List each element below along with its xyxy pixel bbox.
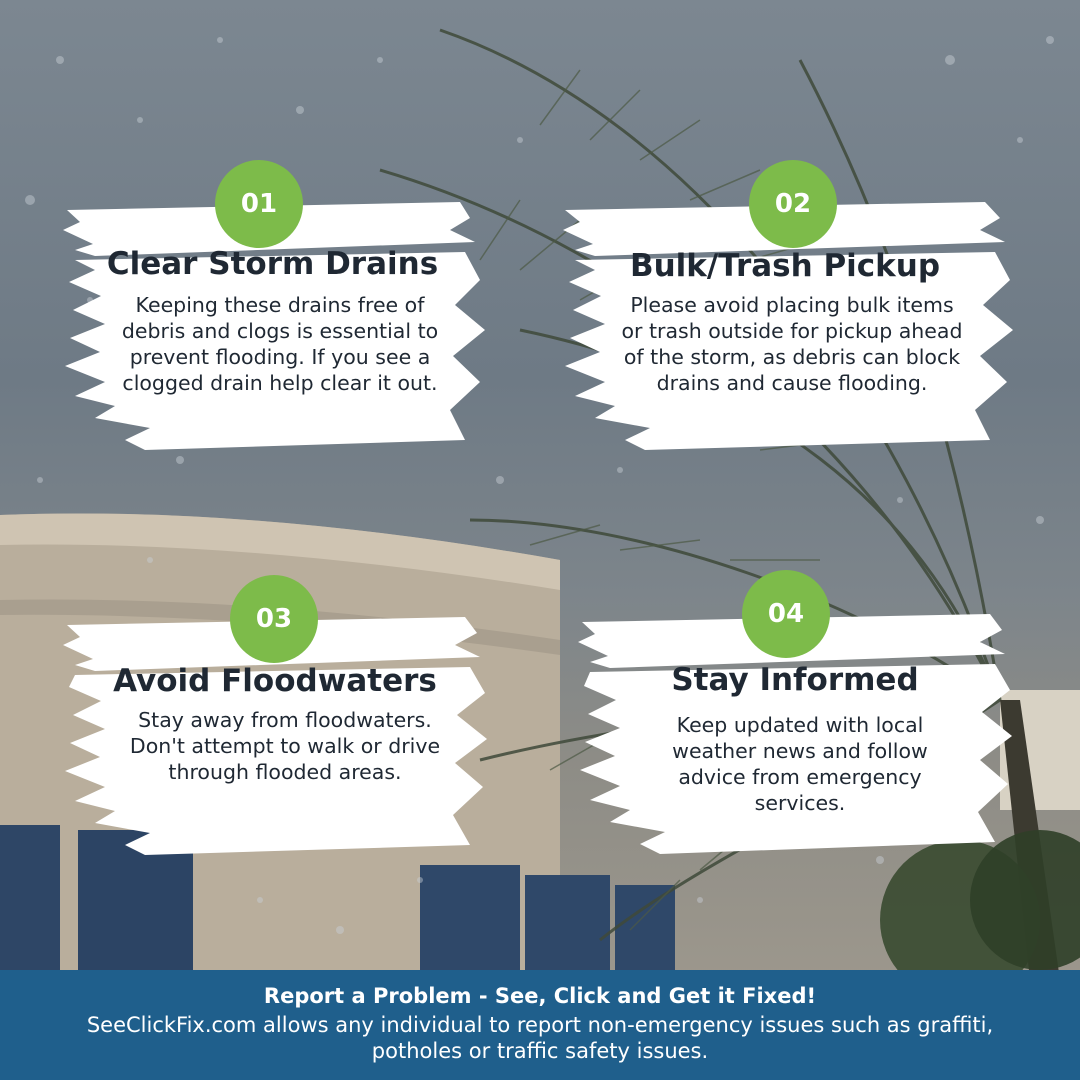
tip-card-2 (555, 160, 1015, 460)
tip-title: Clear Storm Drains (106, 246, 439, 282)
window-pane (525, 875, 610, 980)
tip-card-4 (570, 570, 1020, 865)
tip-title: Bulk/Trash Pickup (629, 248, 941, 284)
tip-title: Avoid Floodwaters (113, 663, 437, 699)
tip-number-badge: 04 (742, 570, 830, 658)
tip-body: Keep updated with local weather news and follow advice from emergency services. (672, 713, 928, 815)
window-pane (420, 865, 520, 980)
tip-body: Keeping these drains free of debris and clogs is essential to prevent flooding. If you see a clogged drain help clear it out. (121, 293, 439, 395)
banner-body: SeeClickFix.com allows any individual to report non-emergency issues such as graffiti, potholes or traffic safety issues. (86, 1013, 994, 1063)
tip-title: Stay Informed (671, 662, 919, 698)
tip-number-badge: 02 (749, 160, 837, 248)
tip-card-3 (55, 575, 495, 865)
report-problem-banner (0, 970, 1080, 1080)
window-pane (615, 885, 675, 980)
window-pane (0, 825, 60, 980)
tip-number-badge: 01 (215, 160, 303, 248)
tip-body: Please avoid placing bulk items or trash outside for pickup ahead of the storm, as debris can block drains and cause flooding. (621, 293, 963, 395)
tip-number-badge: 03 (230, 575, 318, 663)
tip-body: Stay away from floodwaters. Don't attempt to walk or drive through flooded areas. (129, 708, 441, 784)
banner-title: Report a Problem - See, Click and Get it Fixed! (263, 984, 817, 1008)
tip-card-1 (55, 160, 490, 460)
